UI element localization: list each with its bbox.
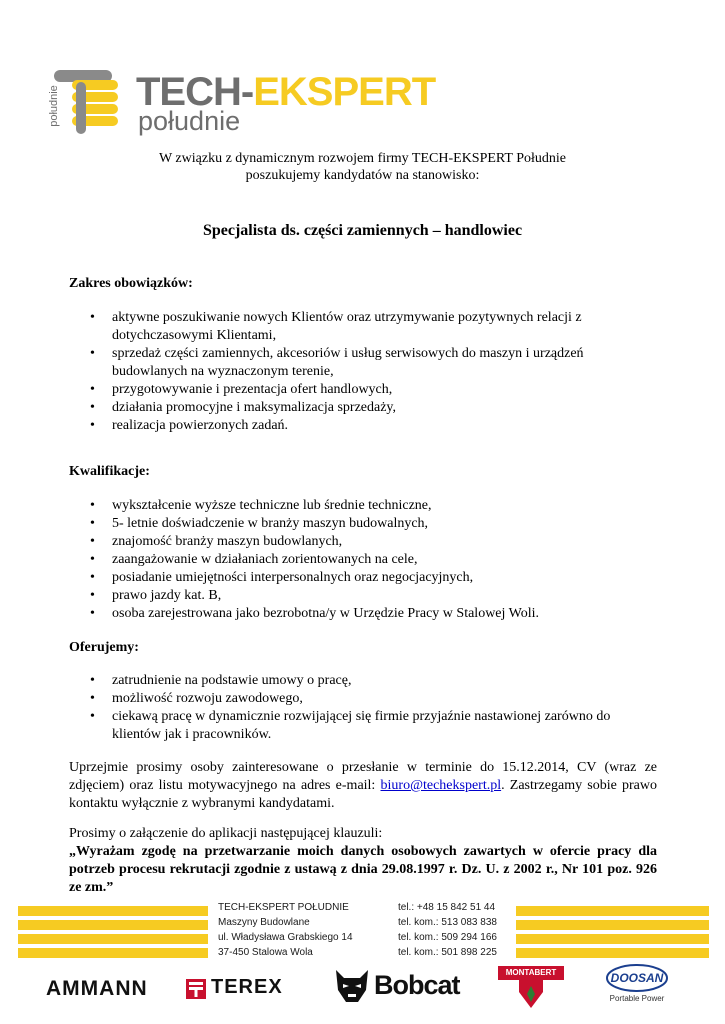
terex-mark-icon <box>186 979 206 999</box>
footer-line4: 37-450 Stalowa Wola <box>218 947 313 958</box>
list-item: • aktywne poszukiwanie nowych Klientów oraz utrzymywanie pozytywnych relacji z dotychczasowymi Klientami, <box>90 309 650 345</box>
ammann-logo: AMMANN <box>46 977 148 1000</box>
doosan-logo <box>598 964 676 1006</box>
list-item: • posiadanie umiejętności interpersonalnych oraz negocjacyjnych, <box>90 569 650 587</box>
footer-phone4: tel. kom.: 501 898 225 <box>398 947 497 958</box>
terex-logo <box>186 976 301 1002</box>
clause <box>69 825 657 897</box>
application-text-after: . Zastrzegamy sobie prawo kontaktu wyłącznie z wybranymi kandydatami. <box>69 778 657 811</box>
logo-vertical-text: południe <box>48 85 60 127</box>
doosan-text: DOOSAN <box>610 971 664 985</box>
application-text-before: Uprzejmie prosimy osoby zainteresowane o przesłanie w terminie do 15.12.2014, CV (wraz ze zdjęciem) oraz listu motywacyjnego na adres e-mail: <box>69 760 657 793</box>
list-item: • wykształcenie wyższe techniczne lub średnie techniczne, <box>90 497 650 515</box>
bobcat-text: Bobcat <box>374 970 460 1000</box>
company-logo <box>48 66 436 146</box>
footer-phone2: tel. kom.: 513 083 838 <box>398 917 497 928</box>
logo-word-tech: TECH- <box>136 70 254 114</box>
footer-company: TECH-EKSPERT POŁUDNIE <box>218 902 349 913</box>
list-item: • ciekawą pracę w dynamicznie rozwijającej się firmie przyjaźnie nastawionej zarówno do klientów jak i pracowników. <box>90 708 650 744</box>
list-item: • znajomość branży maszyn budowlanych, <box>90 533 650 551</box>
footer-phones <box>398 900 497 960</box>
list-item: • 5- letnie doświadczenie w branży maszyn budowalnych, <box>90 515 650 533</box>
bobcat-head-icon <box>334 966 370 1004</box>
logo-word-ekspert: EKSPERT <box>253 70 436 114</box>
footer-address <box>218 900 353 960</box>
email-link[interactable]: biuro@techekspert.pl <box>380 778 502 793</box>
offer-heading: Oferujemy: <box>69 640 139 655</box>
intro-line2: poszukujemy kandydatów na stanowisko: <box>245 168 480 183</box>
list-item: • działania promocyjne i maksymalizacja sprzedaży, <box>90 399 650 417</box>
duties-list <box>90 309 650 435</box>
montabert-logo <box>498 966 564 1010</box>
logo-mark-icon <box>50 66 125 142</box>
logo-subtitle: południe <box>138 106 241 136</box>
list-item: • zaangażowanie w działaniach zorientowanych na cele, <box>90 551 650 569</box>
position-title: Specjalista ds. części zamiennych – handlowiec <box>202 222 523 239</box>
list-item: • zatrudnienie na podstawie umowy o pracę, <box>90 672 650 690</box>
list-item: • prawo jazdy kat. B, <box>90 587 650 605</box>
footer-phone1: tel.: +48 15 842 51 44 <box>398 902 496 913</box>
footer-line2: Maszyny Budowlane <box>218 917 310 928</box>
qualifications-list <box>90 497 650 623</box>
offer-list <box>90 672 650 744</box>
bobcat-logo <box>334 966 464 1006</box>
montabert-text: MONTABERT <box>498 966 564 980</box>
list-item: • przygotowywanie i prezentacja ofert handlowych, <box>90 381 650 399</box>
footer-line3: ul. Władysława Grabskiego 14 <box>218 932 353 943</box>
clause-intro: Prosimy o załączenie do aplikacji następującej klauzuli: <box>69 826 383 841</box>
montabert-shield-icon <box>517 980 545 1008</box>
qualifications-heading: Kwalifikacje: <box>69 464 150 479</box>
list-item: • możliwość rozwoju zawodowego, <box>90 690 650 708</box>
list-item: • realizacja powierzonych zadań. <box>90 417 650 435</box>
intro-line1: W związku z dynamicznym rozwojem firmy TECH-EKSPERT Południe <box>158 151 567 166</box>
list-item: • sprzedaż części zamiennych, akcesoriów i usług serwisowych do maszyn i urządzeń budowlanych na wyznaczonym terenie, <box>90 345 650 381</box>
terex-text: TEREX <box>211 976 283 998</box>
clause-text: „Wyrażam zgodę na przetwarzanie moich danych osobowych zawartych w ofercie pracy dla potrzeb procesu rekrutacji zgodnie z ustawą z dnia 29.08.1997 r. Dz. U. z 2002 r., Nr 101 poz. 926 ze zm.” <box>69 844 657 895</box>
application-paragraph <box>69 759 657 813</box>
doosan-subtitle: Portable Power <box>609 994 665 1003</box>
footer-phone3: tel. kom.: 509 294 166 <box>398 932 497 943</box>
duties-heading: Zakres obowiązków: <box>69 276 193 291</box>
list-item: • osoba zarejestrowana jako bezrobotna/y w Urzędzie Pracy w Stalowej Woli. <box>90 605 650 623</box>
intro <box>0 150 725 184</box>
